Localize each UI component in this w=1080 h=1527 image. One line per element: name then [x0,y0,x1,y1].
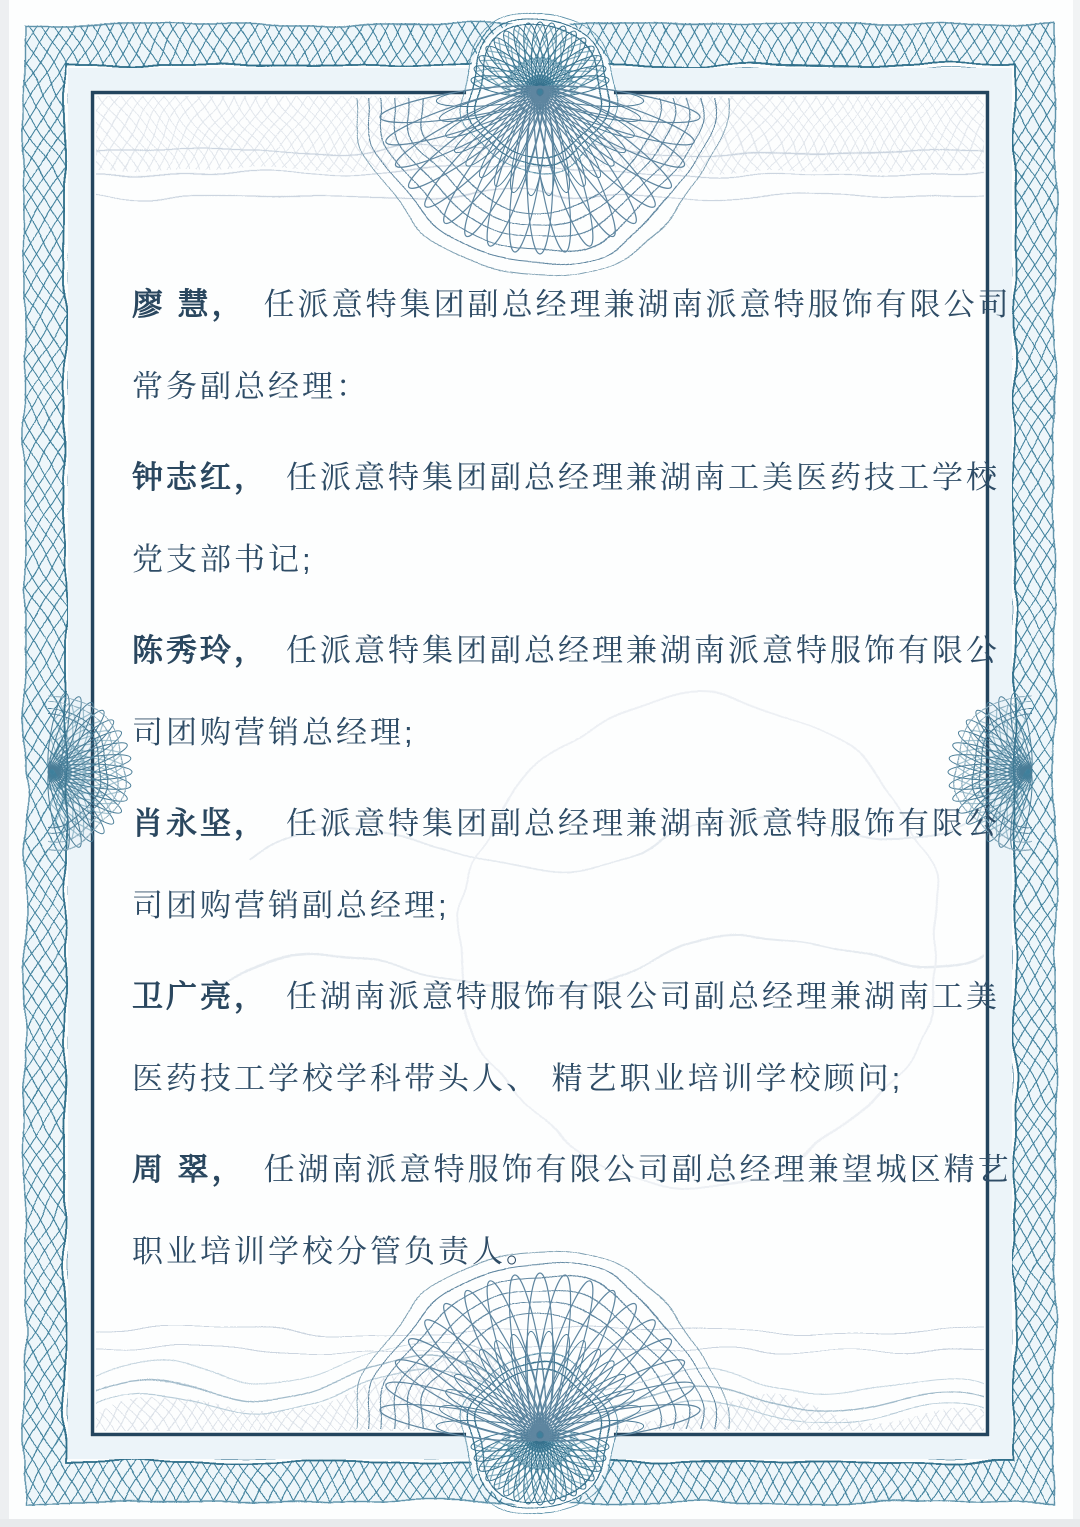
person-name: 周 翠， [132,1152,246,1187]
appointment-text: 司团购营销总经理; [132,715,416,750]
appointment-text: 任湖南派意特服饰有限公司副总经理兼湖南工美 [286,979,1000,1014]
appointment-text: 常务副总经理： [132,369,370,404]
appointment-text: 任派意特集团副总经理兼湖南派意特服饰有限公 [286,633,1000,668]
appointment-entry [132,264,1012,428]
appointment-text: 司团购营销副总经理; [132,888,450,923]
appointment-line [132,264,1012,346]
appointment-line [132,610,1000,692]
person-name: 肖永坚， [132,806,268,841]
appointment-text: 职业培训学校分管负责人。 [132,1234,540,1269]
appointment-entry [132,783,1000,947]
appointment-line [132,783,1000,865]
appointment-entry [132,437,1000,601]
appointment-text: 任派意特集团副总经理兼湖南派意特服饰有限公 [286,806,1000,841]
appointment-text: 任湖南派意特服饰有限公司副总经理兼望城区精艺 [263,1152,1012,1187]
scan-edge-right [1073,0,1080,1527]
appointment-line [132,956,1000,1038]
appointment-line [132,346,958,428]
appointment-line [132,692,958,774]
appointment-text: 任派意特集团副总经理兼湖南派意特服饰有限公司 [263,287,1012,322]
appointment-entry [132,1129,1012,1293]
appointment-entry [132,956,1000,1120]
appointment-entry [132,610,1000,774]
appointment-text: 任派意特集团副总经理兼湖南工美医药技工学校 [286,460,1000,495]
appointment-line [132,519,958,601]
person-name: 卫广亮， [132,979,268,1014]
person-name: 廖 慧， [132,287,246,322]
appointment-text: 医药技工学校学科带头人、 精艺职业培训学校顾问; [132,1061,904,1096]
appointment-text: 党支部书记; [132,542,314,577]
person-name: 陈秀玲， [132,633,268,668]
person-name: 钟志红， [132,460,268,495]
certificate-body [96,96,1012,1431]
appointment-line [132,437,1000,519]
scan-edge-bottom [0,1519,1080,1527]
scan-edge-left [0,0,9,1527]
appointment-line [132,1129,1012,1211]
appointment-line [132,1211,958,1293]
appointment-line [132,865,958,947]
appointment-line [132,1038,958,1120]
